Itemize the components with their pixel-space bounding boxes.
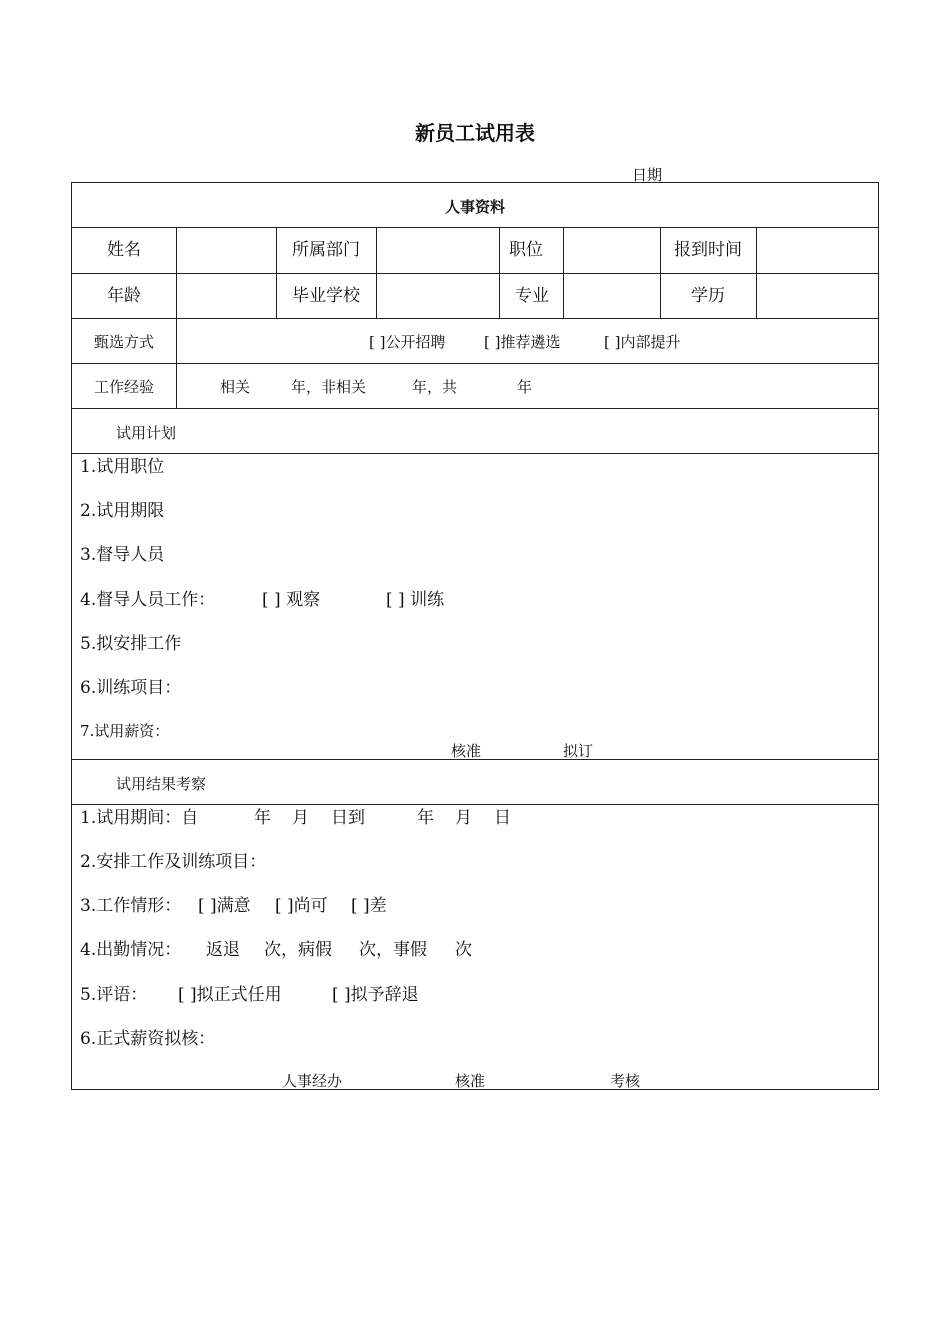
supervision-option-observe[interactable]: [ ] 观察	[262, 590, 321, 610]
experience-related: 相关	[220, 378, 251, 396]
report-time-label: 报到时间	[674, 240, 742, 260]
major-label: 专业	[515, 286, 549, 306]
result-period-label: 1.试用期间：自	[80, 808, 199, 828]
position-label: 职位	[509, 240, 543, 260]
attendance-times: 次	[455, 940, 472, 960]
education-label: 学历	[691, 286, 725, 306]
result-period-year1: 年	[254, 808, 271, 828]
selection-option-public[interactable]: [ ]公开招聘	[369, 333, 446, 351]
trial-result-header: 试用结果考察	[116, 775, 207, 793]
result-comment-label: 5.评语：	[80, 985, 148, 1005]
age-label: 年龄	[107, 286, 141, 306]
work-status-option-poor[interactable]: [ ]差	[351, 896, 387, 916]
signoff-review: 考核	[610, 1072, 641, 1090]
result-salary-label: 6.正式薪资拟核：	[80, 1029, 216, 1049]
trial-form-table	[71, 182, 879, 1090]
plan-item-supervisor: 3.督导人员	[80, 545, 165, 565]
result-period-month2: 月	[455, 808, 472, 828]
result-period-day-to: 日到	[331, 808, 365, 828]
plan-item-salary: 7.试用薪资：	[80, 722, 170, 740]
department-label: 所属部门	[292, 240, 360, 260]
experience-unrelated: 年，非相关	[291, 378, 367, 396]
comment-option-dismiss[interactable]: [ ]拟予辞退	[332, 985, 419, 1005]
result-period-day2: 日	[494, 808, 511, 828]
work-status-option-satisfied[interactable]: [ ]满意	[198, 896, 251, 916]
attendance-sick: 次，病假	[264, 940, 332, 960]
plan-item-period: 2.试用期限	[80, 501, 165, 521]
row-divider	[72, 408, 878, 409]
supervision-option-train[interactable]: [ ] 训练	[386, 590, 445, 610]
col-divider	[176, 318, 177, 408]
experience-year: 年	[517, 378, 533, 396]
result-item-work-training: 2.安排工作及训练项目：	[80, 852, 267, 872]
signoff-approve: 核准	[455, 1072, 486, 1090]
position-field[interactable]	[564, 228, 660, 273]
plan-item-work: 5.拟安排工作	[80, 634, 182, 654]
personnel-header: 人事资料	[444, 198, 505, 216]
education-field[interactable]	[757, 274, 878, 318]
department-field[interactable]	[377, 228, 499, 273]
col-divider	[276, 227, 277, 318]
age-field[interactable]	[177, 274, 276, 318]
plan-draft-label: 拟订	[563, 742, 594, 760]
report-time-field[interactable]	[757, 228, 878, 273]
comment-option-hire[interactable]: [ ]拟正式任用	[178, 985, 282, 1005]
school-field[interactable]	[377, 274, 499, 318]
row-divider	[72, 453, 878, 454]
selection-option-internal[interactable]: [ ]内部提升	[604, 333, 681, 351]
experience-label: 工作经验	[93, 378, 154, 396]
row-divider	[72, 363, 878, 364]
col-divider	[499, 227, 500, 318]
school-label: 毕业学校	[292, 286, 360, 306]
experience-total: 年，共	[412, 378, 458, 396]
major-field[interactable]	[564, 274, 660, 318]
name-label: 姓名	[107, 240, 141, 260]
result-item-work-status: 3.工作情形：	[80, 896, 182, 916]
row-divider	[72, 318, 878, 319]
result-period-month1: 月	[292, 808, 309, 828]
trial-plan-header: 试用计划	[116, 424, 177, 442]
plan-item-supervisor-work: 4.督导人员工作：	[80, 590, 216, 610]
attendance-early: 返退	[206, 940, 240, 960]
attendance-personal: 次，事假	[359, 940, 427, 960]
name-field[interactable]	[177, 228, 276, 273]
result-attendance-label: 4.出勤情况：	[80, 940, 182, 960]
selection-label: 甄选方式	[93, 333, 154, 351]
date-label: 日期	[632, 166, 663, 184]
plan-item-training: 6.训练项目：	[80, 678, 182, 698]
plan-approve-label: 核准	[451, 742, 482, 760]
row-divider	[72, 804, 878, 805]
signoff-hr: 人事经办	[282, 1072, 343, 1090]
form-title: 新员工试用表	[415, 121, 535, 145]
work-status-option-ok[interactable]: [ ]尚可	[275, 896, 328, 916]
plan-item-position: 1.试用职位	[80, 457, 165, 477]
selection-option-recommend[interactable]: [ ]推荐遴选	[484, 333, 561, 351]
result-period-year2: 年	[417, 808, 434, 828]
